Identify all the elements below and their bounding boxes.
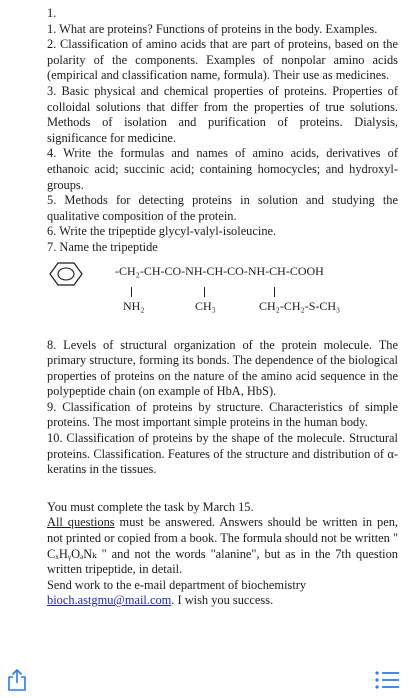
bond-line-1: [131, 287, 132, 297]
question-6: 6. Write the tripeptide glycyl-valyl-isoleucine.: [47, 224, 277, 239]
question-4: 4. Write the formulas and names of amino acids, derivatives of ethanoic acid; succinic acid; containing homocycles; and hydroxyl-groups.: [47, 146, 398, 192]
share-icon[interactable]: [6, 668, 28, 692]
question-5: 5. Methods for detecting proteins in solution and studying the qualitative composition of the protein.: [47, 193, 398, 223]
document-body: [47, 6, 398, 609]
bond-line-3: [274, 287, 275, 297]
tripeptide-formula: [47, 258, 398, 338]
formula-sub-ch3: CH₃: [195, 298, 216, 313]
instructions-text: [47, 515, 398, 577]
menu-icon[interactable]: [374, 668, 400, 692]
header-number: 1.: [47, 6, 57, 20]
question-3: 3. Basic physical and chemical properties of proteins. Properties of colloidal solutions that differ from the properties of true solutions. Methods of isolation and purification of proteins. Dialysis, significance for medicine.: [47, 83, 398, 145]
email-link[interactable]: bioch.astgmu@mail.com: [47, 593, 172, 608]
question-10: 10. Classification of proteins by the shape of the molecule. Structural proteins. Classification. Features of the structure and distribution of α-keratins in the tissues.: [47, 431, 398, 477]
bond-line-2: [204, 287, 205, 297]
question-8: 8. Levels of structural organization of the protein molecule. The primary structure, forming its bonds. The dependence of the biological properties of proteins on the nature of the amino acid sequence in the polypeptide chain (on example of HbA, HbS).: [47, 337, 398, 399]
all-questions-text: All questions: [47, 515, 115, 530]
instructions-body: must be answered. Answers should be written in pen, not printed or copied from a book. The formula should not be written " CₓHᵧOₔNₖ " and not the words "alanine", but as in the 7th question written tripeptide, in detail.: [47, 515, 399, 577]
email-line: [47, 593, 398, 609]
send-text: Send work to the e-mail department of biochemistry: [47, 577, 307, 592]
question-1: 1. What are proteins? Functions of proteins in the body. Examples.: [47, 21, 378, 36]
formula-sub-side-chain: CH₂-CH₂-S-CH₃: [259, 298, 341, 313]
question-7: 7. Name the tripeptide: [47, 239, 158, 254]
question-9: 9. Classification of proteins by structure. Characteristics of simple proteins. The most important simple proteins in the human body.: [47, 399, 398, 430]
closing-text: . I wish you success.: [171, 593, 274, 608]
benzene-ring-icon: [49, 262, 83, 286]
deadline-text: You must complete the task by March 15.: [47, 499, 254, 514]
question-2: 2. Classification of amino acids that are part of proteins, based on the polarity of the components. Examples of nonpolar amino acids (empirical and classification name, formula). Their use as medicines.: [47, 37, 398, 83]
formula-main-chain: -CH₂-CH-CO-NH-CH-CO-NH-CH-COOH: [115, 263, 324, 278]
formula-sub-nh2: NH₂: [123, 298, 145, 313]
